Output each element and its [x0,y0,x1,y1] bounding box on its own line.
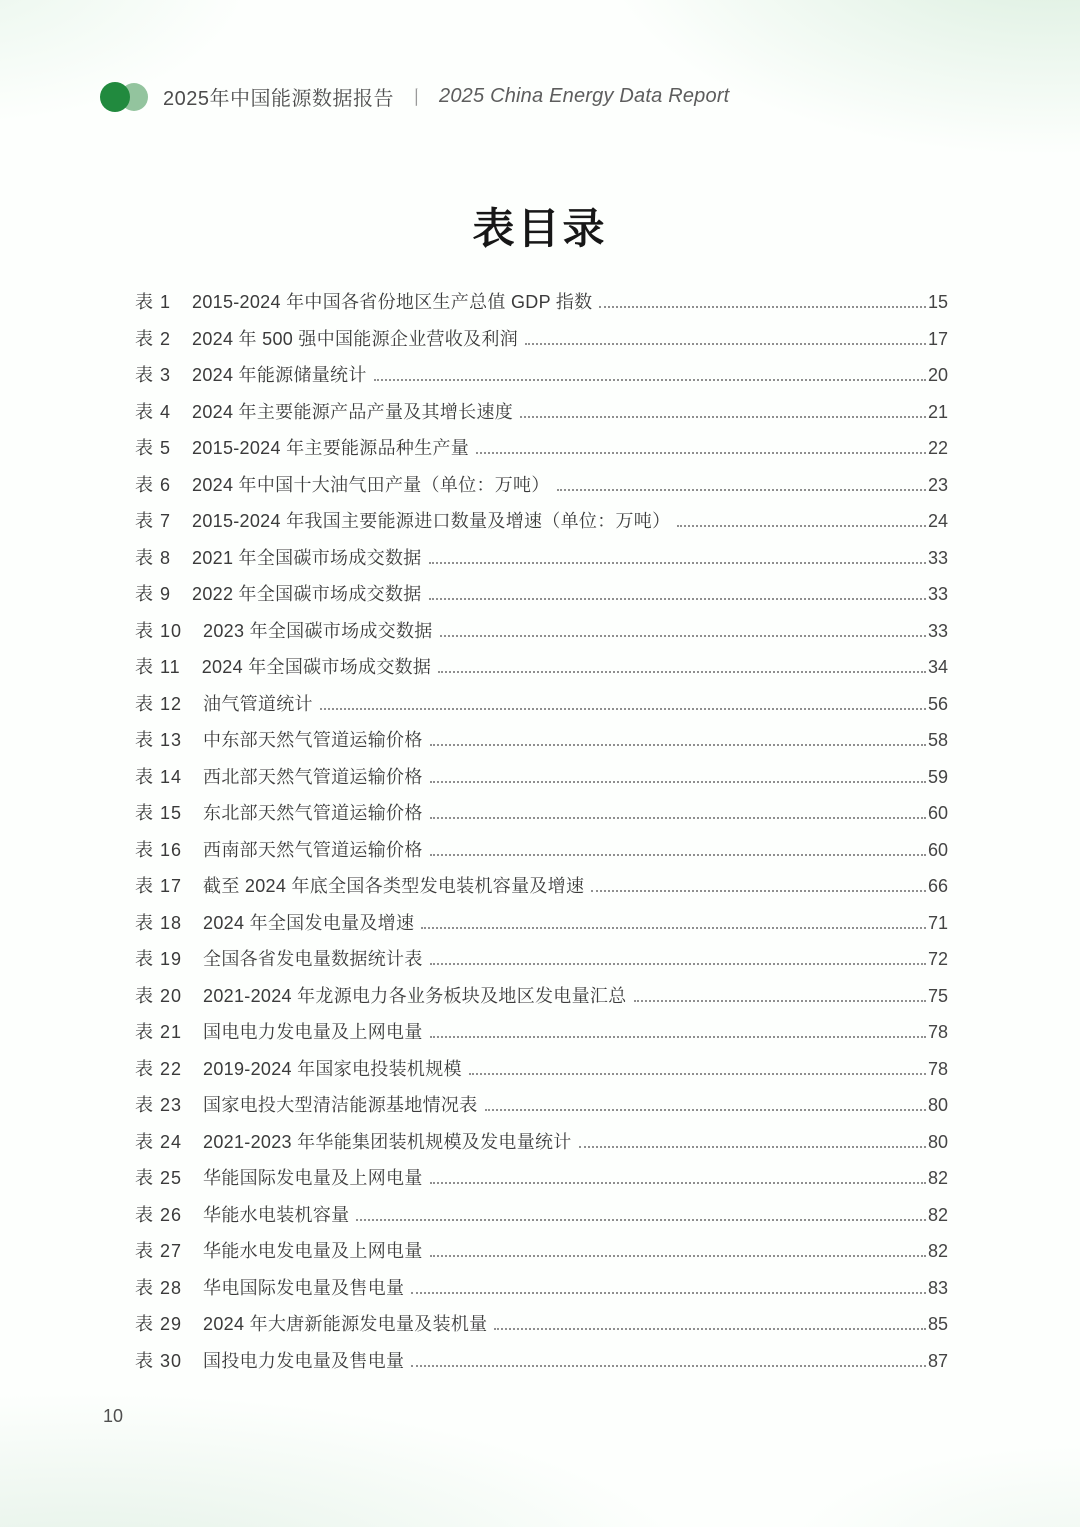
toc-entry-title: 2021-2024 年龙源电力各业务板块及地区发电量汇总 [203,985,627,1006]
toc-entry-page: 71 [927,912,948,933]
toc-entry-title: 截至 2024 年底全国各类型发电装机容量及增速 [203,876,585,896]
toc-entry-page: 33 [927,547,948,568]
table-of-tables-list [135,284,948,1379]
toc-entry-title: 西北部天然气管道运输价格 [203,766,423,787]
toc-entry-label: 表 13 [135,730,183,750]
toc-entry-label: 表 24 [135,1131,183,1152]
toc-entry-page: 60 [927,839,948,860]
toc-entry-page: 85 [927,1314,948,1334]
header-title-en: 2025 China Energy Data Report [439,84,730,107]
toc-entry-title: 2024 年中国十大油气田产量（单位：万吨） [192,474,550,495]
toc-entry-label: 表 16 [135,839,183,860]
toc-entry[interactable] [135,1124,948,1161]
toc-dot-leader [320,695,926,710]
toc-dot-leader [421,914,926,929]
toc-entry-title: 全国各省发电量数据统计表 [203,949,423,969]
toc-entry[interactable] [135,1087,948,1124]
toc-entry-label: 表 2 [135,328,172,349]
toc-entry[interactable] [135,686,948,723]
toc-entry-page: 66 [927,876,948,896]
toc-dot-leader [634,987,926,1002]
toc-entry-title: 2024 年大唐新能源发电量及装机量 [203,1314,488,1334]
toc-entry[interactable] [135,832,948,869]
toc-dot-leader [494,1315,925,1330]
toc-entry[interactable] [135,1197,948,1234]
toc-entry-label: 表 11 [135,657,181,677]
toc-entry-page: 82 [927,1241,948,1261]
logo-circle-dark [100,82,130,112]
toc-entry-label: 表 19 [135,949,183,969]
toc-entry-label: 表 15 [135,803,183,823]
header-title-zh: 2025年中国能源数据报告 [163,87,394,110]
toc-entry-label: 表 14 [135,766,183,787]
toc-entry[interactable] [135,357,948,394]
toc-entry[interactable] [135,394,948,431]
toc-entry[interactable] [135,1051,948,1088]
toc-entry-page: 58 [927,730,948,750]
toc-entry-page: 59 [927,766,948,787]
toc-entry-page: 20 [927,365,948,385]
toc-entry-label: 表 30 [135,1350,183,1371]
toc-entry-page: 82 [927,1204,948,1225]
toc-dot-leader [430,731,926,746]
toc-entry-label: 表 28 [135,1277,183,1298]
toc-entry-label: 表 25 [135,1168,183,1188]
toc-entry[interactable] [135,759,948,796]
toc-entry-label: 表 8 [135,547,172,568]
toc-entry-label: 表 5 [135,438,172,458]
toc-entry-title: 华能水电装机容量 [203,1204,350,1225]
toc-dot-leader [579,1133,926,1148]
toc-entry[interactable] [135,1306,948,1343]
toc-dot-leader [356,1206,926,1221]
toc-entry[interactable] [135,540,948,577]
toc-entry-page: 82 [927,1168,948,1188]
toc-entry-title: 华电国际发电量及售电量 [203,1277,405,1298]
toc-entry-label: 表 3 [135,365,172,385]
toc-dot-leader [374,366,926,381]
report-logo-icon [100,81,149,111]
toc-entry-title: 2024 年全国碳市场成交数据 [201,657,432,677]
toc-entry-page: 33 [927,620,948,641]
toc-entry[interactable] [135,1160,948,1197]
toc-dot-leader [440,622,926,637]
toc-entry[interactable] [135,795,948,832]
toc-entry-label: 表 26 [135,1204,183,1225]
page-title: 表目录 [472,205,608,252]
toc-entry-title: 油气管道统计 [203,693,313,714]
report-header [100,80,1000,112]
toc-entry[interactable] [135,503,948,540]
toc-dot-leader [430,804,926,819]
toc-entry-label: 表 21 [135,1022,183,1042]
toc-entry[interactable] [135,722,948,759]
toc-entry-page: 60 [927,803,948,823]
toc-entry-label: 表 18 [135,912,183,933]
toc-entry-title: 2015-2024 年中国各省份地区生产总值 GDP 指数 [192,292,593,312]
toc-entry-page: 87 [927,1350,948,1371]
toc-entry-title: 2021-2023 年华能集团装机规模及发电量统计 [203,1131,572,1152]
toc-dot-leader [411,1352,926,1367]
toc-entry[interactable] [135,905,948,942]
toc-entry-page: 23 [927,474,948,495]
toc-entry-title: 2015-2024 年我国主要能源进口数量及增速（单位：万吨） [192,511,671,531]
toc-entry-label: 表 10 [135,620,183,641]
toc-entry-title: 国投电力发电量及售电量 [203,1350,405,1371]
toc-entry[interactable] [135,576,948,613]
toc-entry-page: 80 [927,1131,948,1152]
toc-entry-label: 表 1 [135,292,172,312]
toc-entry[interactable] [135,1233,948,1270]
toc-entry-title: 2024 年主要能源产品产量及其增长速度 [192,401,514,422]
toc-entry-label: 表 17 [135,876,183,896]
toc-dot-leader [525,330,926,345]
toc-entry-page: 80 [927,1095,948,1115]
toc-dot-leader [599,293,925,308]
toc-entry[interactable] [135,978,948,1015]
toc-entry-title: 国家电投大型清洁能源基地情况表 [203,1095,478,1115]
toc-entry-title: 2022 年全国碳市场成交数据 [192,584,422,604]
toc-entry-page: 78 [927,1022,948,1042]
toc-entry-title: 西南部天然气管道运输价格 [203,839,423,860]
toc-entry-page: 72 [927,949,948,969]
toc-entry[interactable] [135,868,948,905]
toc-entry-label: 表 9 [135,584,172,604]
toc-entry-label: 表 29 [135,1314,183,1334]
toc-entry[interactable] [135,284,948,321]
toc-dot-leader [557,476,926,491]
toc-entry-page: 34 [927,657,948,677]
toc-entry-title: 华能水电发电量及上网电量 [203,1241,423,1261]
toc-dot-leader [430,1023,926,1038]
toc-entry[interactable] [135,321,948,358]
toc-entry-title: 2024 年 500 强中国能源企业营收及利润 [192,328,518,349]
toc-entry[interactable] [135,430,948,467]
toc-entry[interactable] [135,613,948,650]
toc-dot-leader [430,768,926,783]
toc-dot-leader [485,1096,926,1111]
toc-entry-label: 表 23 [135,1095,183,1115]
toc-entry-page: 17 [927,328,948,349]
header-separator: 丨 [407,87,427,109]
toc-entry[interactable] [135,467,948,504]
toc-entry-title: 中东部天然气管道运输价格 [203,730,423,750]
toc-entry-title: 华能国际发电量及上网电量 [203,1168,423,1188]
toc-entry-page: 24 [927,511,948,531]
toc-entry[interactable] [135,649,948,686]
toc-entry-page: 33 [927,584,948,604]
toc-dot-leader [430,1242,926,1257]
toc-entry-page: 15 [927,292,948,312]
toc-dot-leader [429,549,926,564]
toc-entry-title: 2019-2024 年国家电投装机规模 [203,1058,462,1079]
toc-dot-leader [591,877,926,892]
toc-dot-leader [677,512,926,527]
toc-entry-label: 表 12 [135,693,183,714]
toc-entry-page: 75 [927,985,948,1006]
toc-entry-page: 78 [927,1058,948,1079]
toc-entry-label: 表 7 [135,511,172,531]
toc-entry-title: 东北部天然气管道运输价格 [203,803,423,823]
toc-dot-leader [429,585,926,600]
toc-dot-leader [430,841,926,856]
toc-entry-title: 2021 年全国碳市场成交数据 [192,547,422,568]
toc-entry[interactable] [135,941,948,978]
toc-entry-page: 83 [927,1277,948,1298]
toc-entry[interactable] [135,1270,948,1307]
toc-entry[interactable] [135,1343,948,1380]
toc-entry-title: 2015-2024 年主要能源品种生产量 [192,438,470,458]
toc-entry-label: 表 20 [135,985,183,1006]
toc-entry-label: 表 4 [135,401,172,422]
toc-dot-leader [438,658,926,673]
toc-entry[interactable] [135,1014,948,1051]
toc-dot-leader [430,950,926,965]
toc-entry-label: 表 27 [135,1241,183,1261]
toc-entry-title: 国电电力发电量及上网电量 [203,1022,423,1042]
footer-page-number: 10 [103,1406,124,1426]
toc-entry-title: 2024 年能源储量统计 [192,365,367,385]
toc-entry-label: 表 6 [135,474,172,495]
toc-entry-page: 56 [927,693,948,714]
toc-entry-page: 21 [927,401,948,422]
toc-dot-leader [430,1169,926,1184]
toc-dot-leader [476,439,926,454]
toc-dot-leader [469,1060,926,1075]
toc-dot-leader [411,1279,926,1294]
toc-entry-title: 2024 年全国发电量及增速 [203,912,415,933]
toc-entry-page: 22 [927,438,948,458]
toc-entry-title: 2023 年全国碳市场成交数据 [203,620,433,641]
toc-dot-leader [520,403,926,418]
toc-entry-label: 表 22 [135,1058,183,1079]
